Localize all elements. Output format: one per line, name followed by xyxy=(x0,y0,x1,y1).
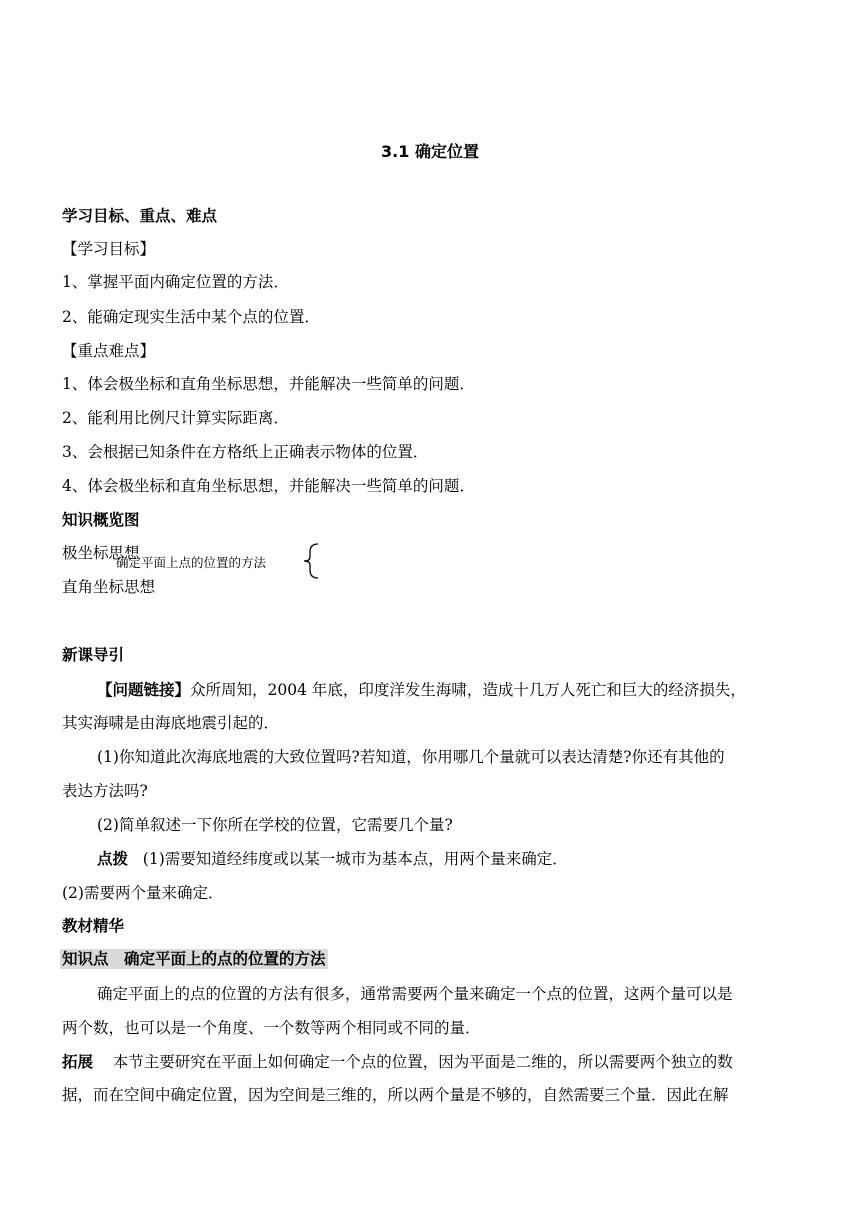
intro-paragraph-text: 众所周知，2004 年底，印度洋发生海啸，造成十几万人死亡和巨大的经济损失， xyxy=(190,681,746,699)
overview-item-polar: 极坐标思想 xyxy=(62,544,140,562)
essence-paragraph-line-2: 两个数，也可以是一个角度、一个数等两个相同或不同的量． xyxy=(62,1019,481,1037)
knowledge-point-label: 知识点 确定平面上的点的位置的方法 xyxy=(62,950,326,968)
key-item-2: 2、能利用比例尺计算实际距离． xyxy=(62,409,289,427)
hint-label: 点拨 xyxy=(97,850,129,868)
overview-method-label: 确定平面上点的位置的方法 xyxy=(116,555,267,570)
hint-line-1 xyxy=(97,849,568,869)
keys-label: 【重点难点】 xyxy=(62,342,156,360)
problem-link-tag: 【问题链接】 xyxy=(97,681,191,699)
essence-paragraph-line-1: 确定平面上的点的位置的方法有很多，通常需要两个量来确定一个点的位置，这两个量可以是 xyxy=(97,985,733,1003)
goal-item-1: 1、掌握平面内确定位置的方法． xyxy=(62,273,289,291)
hint-text-1: (1)需要知道经纬度或以某一城市为基本点，用两个量来确定． xyxy=(142,850,568,868)
intro-heading: 新课导引 xyxy=(62,646,125,664)
extension-line-2: 据，而在空间中确定位置，因为空间是三维的，所以两个量是不够的，自然需要三个量．因此在解 xyxy=(62,1086,729,1104)
overview-item-cartesian: 直角坐标思想 xyxy=(62,578,156,596)
extension-text-1: 本节主要研究在平面上如何确定一个点的位置，因为平面是二维的，所以需要两个独立的数 xyxy=(112,1053,733,1071)
extension-line-1 xyxy=(62,1052,733,1072)
extension-label: 拓展 xyxy=(62,1053,94,1071)
section-heading-goals: 学习目标、重点、难点 xyxy=(62,207,218,225)
key-item-1: 1、体会极坐标和直角坐标思想，并能解决一些简单的问题． xyxy=(62,375,475,393)
hint-line-2: (2)需要两个量来确定． xyxy=(62,884,224,902)
page-title: 3.1 确定位置 xyxy=(381,142,479,161)
overview-heading: 知识概览图 xyxy=(62,511,140,529)
brace-icon xyxy=(298,542,322,580)
question-1-line-1: (1)你知道此次海底地震的大致位置吗?若知道，你用哪几个量就可以表达清楚?你还有其他的 xyxy=(97,748,725,766)
key-item-3: 3、会根据已知条件在方格纸上正确表示物体的位置． xyxy=(62,443,429,461)
intro-paragraph-line-2: 其实海啸是由海底地震引起的． xyxy=(62,714,280,732)
intro-paragraph-line-1 xyxy=(97,680,746,700)
key-item-4: 4、体会极坐标和直角坐标思想，并能解决一些简单的问题． xyxy=(62,477,475,495)
question-1-line-2: 表达方法吗? xyxy=(62,782,148,800)
essence-heading: 教材精华 xyxy=(62,917,125,935)
goals-label: 【学习目标】 xyxy=(62,240,156,258)
goal-item-2: 2、能确定现实生活中某个点的位置． xyxy=(62,308,320,326)
question-2: (2)简单叙述一下你所在学校的位置，它需要几个量? xyxy=(97,816,453,834)
